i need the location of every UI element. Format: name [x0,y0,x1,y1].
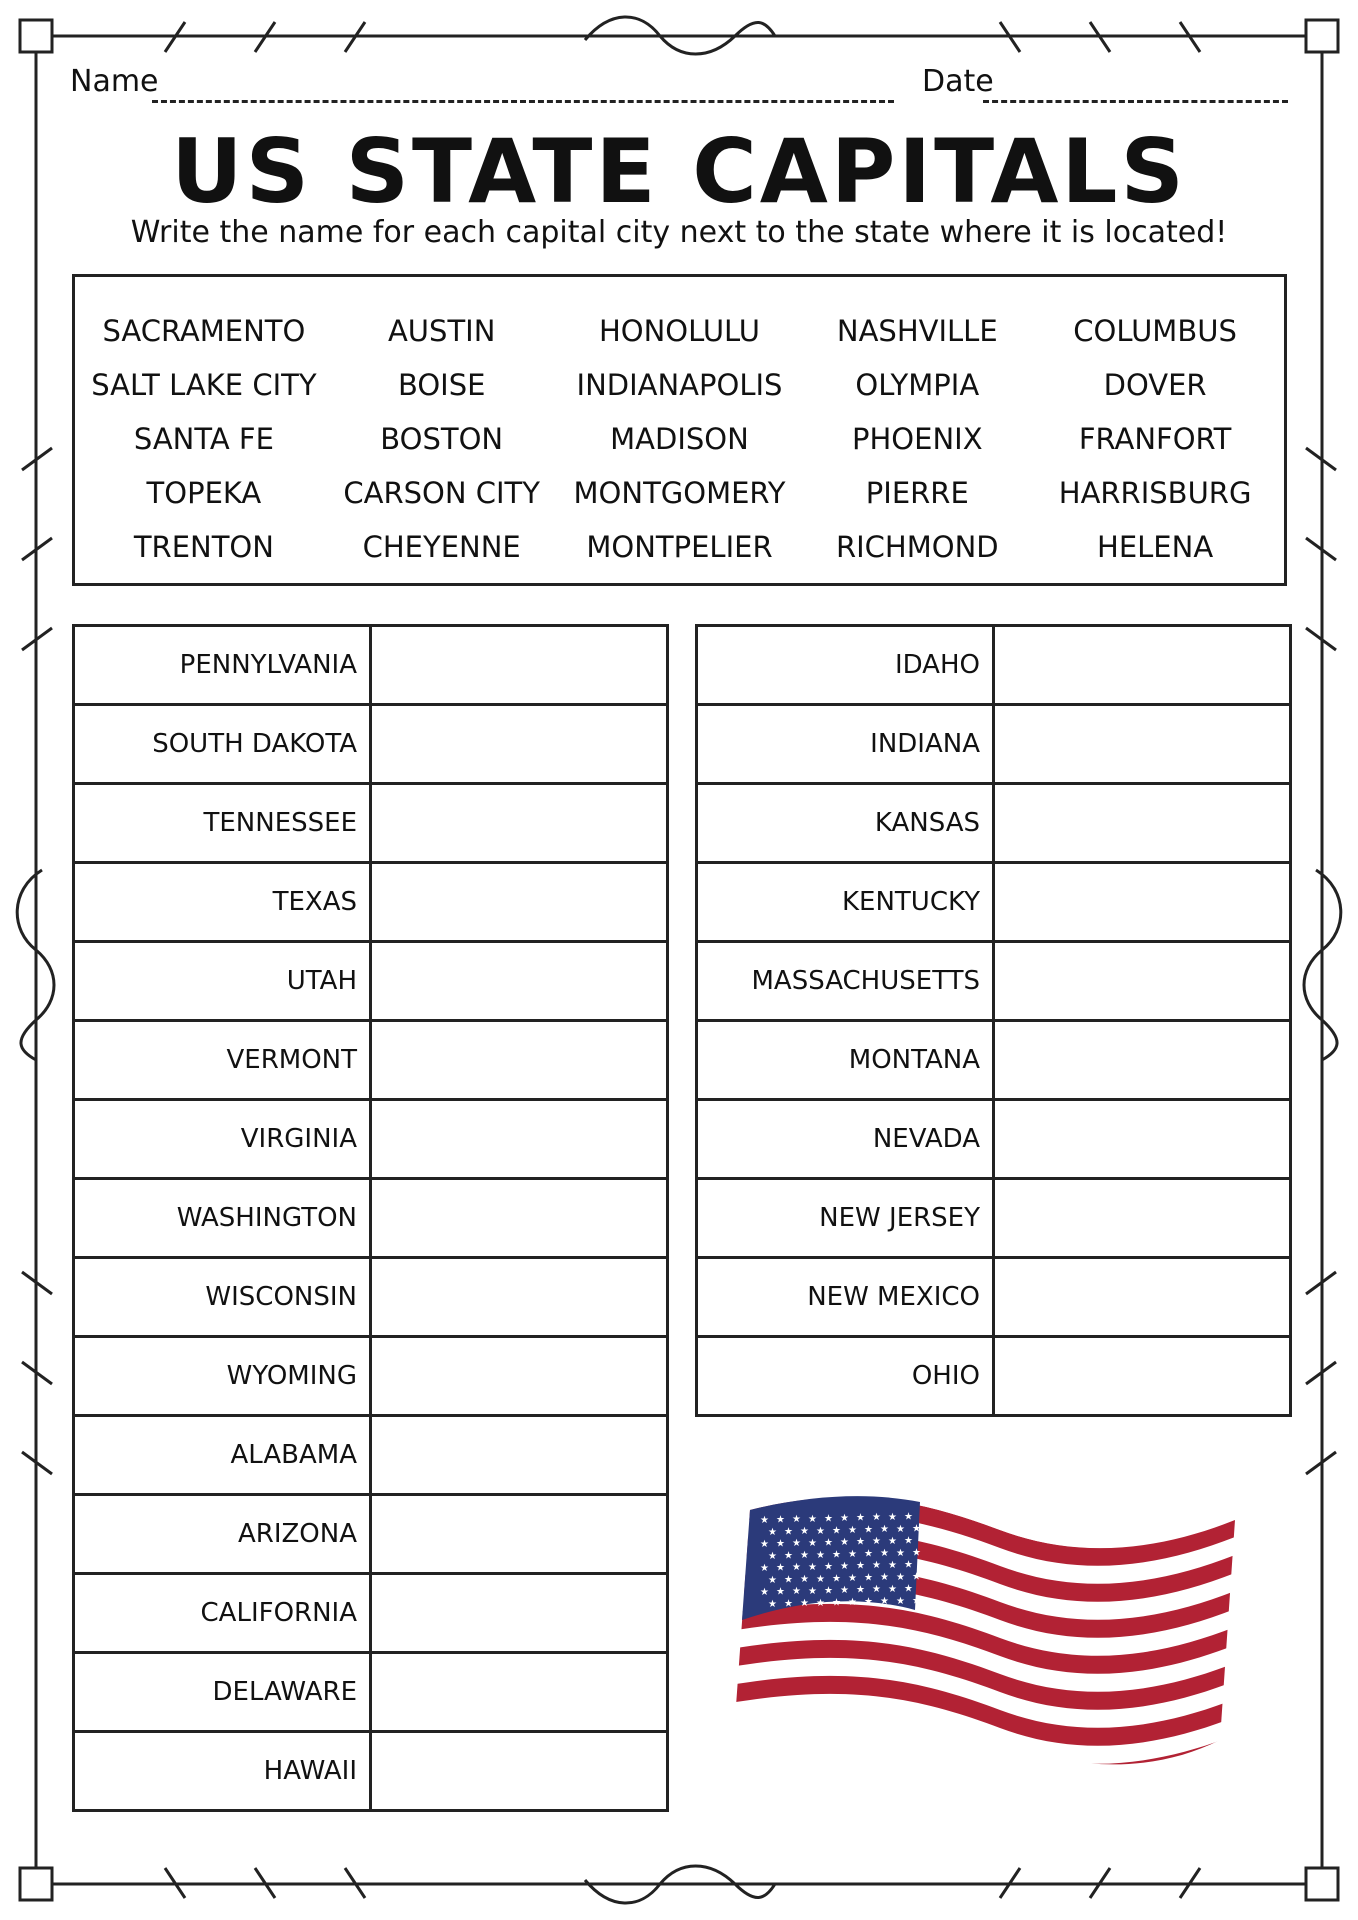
word-bank-item: RICHMOND [835,530,999,564]
state-name: ARIZONA [74,1495,371,1574]
flag-star: ★ [776,1562,785,1574]
capital-answer-field[interactable] [994,705,1291,784]
flag-star: ★ [864,1548,873,1560]
us-flag-image [730,1490,1245,1775]
table-row [697,942,1291,1021]
state-name: VERMONT [74,1021,371,1100]
state-name: WYOMING [74,1337,371,1416]
capital-answer-field[interactable] [371,1179,668,1258]
flag-star: ★ [848,1549,857,1560]
state-name: WISCONSIN [74,1258,371,1337]
flag-star: ★ [848,1597,857,1608]
flag-star: ★ [880,1596,889,1608]
flag-star: ★ [808,1537,817,1549]
flag-star: ★ [896,1547,905,1559]
flag-star: ★ [896,1595,905,1607]
capital-answer-field[interactable] [371,626,668,705]
flag-star: ★ [792,1586,801,1598]
state-name: NEW MEXICO [697,1258,994,1337]
word-bank-item: DOVER [1103,368,1207,402]
flag-star: ★ [912,1547,921,1559]
page-title: US STATE CAPITALS [171,120,1187,223]
word-bank-item: SALT LAKE CITY [91,368,317,402]
flag-star: ★ [904,1559,913,1571]
flag-star: ★ [896,1571,905,1583]
flag-star: ★ [848,1525,857,1536]
word-bank-item: MONTGOMERY [573,476,786,510]
word-bank-item: PHOENIX [852,422,983,456]
capital-answer-field[interactable] [371,1100,668,1179]
table-row [697,1258,1291,1337]
flag-star: ★ [864,1596,873,1608]
flag-star: ★ [808,1585,817,1597]
flag-star: ★ [776,1538,785,1550]
flag-star: ★ [784,1550,793,1562]
table-row [697,1337,1291,1416]
flag-star: ★ [816,1597,825,1609]
flag-star: ★ [816,1549,825,1561]
flag-star: ★ [768,1527,777,1538]
capital-answer-field[interactable] [371,1337,668,1416]
flag-star: ★ [784,1574,793,1586]
state-name: WASHINGTON [74,1179,371,1258]
flag-star: ★ [768,1551,777,1562]
name-field[interactable] [152,100,894,103]
word-bank-item: SACRAMENTO [102,314,306,348]
flag-star: ★ [832,1525,841,1537]
table-row [74,1258,668,1337]
table-row [74,863,668,942]
table-row [697,626,1291,705]
capital-answer-field[interactable] [371,942,668,1021]
flag-star: ★ [808,1513,817,1525]
flag-star: ★ [840,1561,849,1572]
word-bank-item: TRENTON [133,530,274,564]
word-bank-item: HELENA [1097,530,1214,564]
flag-star: ★ [768,1575,777,1586]
flag-star: ★ [760,1563,769,1574]
flag-star: ★ [760,1539,769,1550]
flag-star: ★ [840,1585,849,1596]
capital-answer-field[interactable] [371,1495,668,1574]
state-name: NEW JERSEY [697,1179,994,1258]
state-name: DELAWARE [74,1653,371,1732]
state-name: INDIANA [697,705,994,784]
table-row [74,1021,668,1100]
flag-star: ★ [904,1583,913,1595]
flag-star: ★ [832,1597,841,1609]
word-bank-item: CHEYENNE [362,530,521,564]
state-name: NEVADA [697,1100,994,1179]
flag-star: ★ [896,1523,905,1535]
table-row [74,942,668,1021]
flag-star: ★ [816,1573,825,1585]
table-row [74,1495,668,1574]
state-name: HAWAII [74,1732,371,1811]
flag-star: ★ [824,1537,833,1549]
word-bank-item: AUSTIN [387,314,496,348]
flag-star: ★ [912,1571,921,1583]
table-row [74,1574,668,1653]
flag-star: ★ [864,1524,873,1536]
capital-answer-field[interactable] [994,626,1291,705]
word-bank-item: BOISE [397,368,486,402]
word-bank-item: PIERRE [865,476,969,510]
word-bank-item: MADISON [610,422,749,456]
capital-answer-field[interactable] [371,1653,668,1732]
flag-star: ★ [776,1586,785,1598]
capital-answer-field[interactable] [994,1100,1291,1179]
flag-star: ★ [800,1598,809,1610]
state-name: MONTANA [697,1021,994,1100]
flag-star: ★ [880,1572,889,1584]
flag-star: ★ [872,1512,881,1524]
table-row [697,705,1291,784]
capital-answer-field[interactable] [994,1179,1291,1258]
flag-star: ★ [808,1561,817,1573]
flag-star: ★ [792,1538,801,1550]
table-row [74,1100,668,1179]
flag-star: ★ [888,1583,897,1595]
flag-star: ★ [824,1561,833,1573]
state-name: KENTUCKY [697,863,994,942]
flag-star: ★ [840,1537,849,1548]
flag-star: ★ [784,1598,793,1610]
flag-star: ★ [872,1536,881,1548]
state-name: UTAH [74,942,371,1021]
flag-star: ★ [880,1548,889,1560]
state-name: KANSAS [697,784,994,863]
flag-star: ★ [800,1574,809,1586]
flag-star: ★ [904,1535,913,1547]
flag-star: ★ [856,1512,865,1524]
flag-star: ★ [760,1515,769,1526]
flag-canton [742,1496,921,1620]
flag-star: ★ [848,1573,857,1584]
table-row [74,1653,668,1732]
flag-star: ★ [856,1584,865,1596]
capital-answer-field[interactable] [371,1574,668,1653]
date-field[interactable] [983,100,1288,103]
flag-star: ★ [888,1535,897,1547]
word-bank-item: COLUMBUS [1073,314,1237,348]
table-row [74,705,668,784]
state-name: VIRGINIA [74,1100,371,1179]
flag-star: ★ [912,1595,921,1607]
state-name: CALIFORNIA [74,1574,371,1653]
flag-star: ★ [872,1560,881,1572]
word-bank-item: HARRISBURG [1058,476,1252,510]
flag-star: ★ [824,1585,833,1597]
state-name: TEXAS [74,863,371,942]
flag-star: ★ [800,1526,809,1538]
flag-star: ★ [768,1599,777,1610]
flag-star: ★ [832,1549,841,1561]
capital-answer-field[interactable] [994,1021,1291,1100]
capital-answer-field[interactable] [371,705,668,784]
state-name: IDAHO [697,626,994,705]
word-bank [72,274,1287,586]
table-row [74,1416,668,1495]
word-bank-item: NASHVILLE [836,314,998,348]
table-row [74,626,668,705]
table-row [697,1100,1291,1179]
state-table-right [695,624,1292,1417]
capital-answer-field[interactable] [371,1732,668,1811]
flag-star: ★ [784,1526,793,1538]
capital-answer-field[interactable] [371,1021,668,1100]
flag-star: ★ [832,1573,841,1585]
capital-answer-field[interactable] [994,784,1291,863]
state-name: PENNYLVANIA [74,626,371,705]
state-name: TENNESSEE [74,784,371,863]
flag-star: ★ [800,1550,809,1562]
flag-star: ★ [888,1511,897,1523]
table-row [697,1179,1291,1258]
word-bank-item: TOPEKA [146,476,262,510]
flag-star: ★ [856,1560,865,1572]
state-name: SOUTH DAKOTA [74,705,371,784]
flag-star: ★ [888,1559,897,1571]
word-bank-item: OLYMPIA [855,368,980,402]
state-name: MASSACHUSETTS [697,942,994,1021]
capital-answer-field[interactable] [371,1416,668,1495]
flag-star: ★ [824,1513,833,1525]
flag-star: ★ [816,1525,825,1537]
instructions-text: Write the name for each capital city next to the state where it is located! [130,215,1228,250]
capital-answer-field[interactable] [371,784,668,863]
name-label: Name [70,64,159,99]
word-bank-item: BOSTON [380,422,504,456]
table-row [74,1179,668,1258]
capital-answer-field[interactable] [994,1258,1291,1337]
flag-star: ★ [856,1536,865,1548]
flag-star: ★ [760,1587,769,1598]
flag-star: ★ [872,1584,881,1596]
flag-star: ★ [912,1523,921,1535]
state-name: OHIO [697,1337,994,1416]
word-bank-item: INDIANAPOLIS [576,368,783,402]
capital-answer-field[interactable] [994,863,1291,942]
table-row [697,1021,1291,1100]
capital-answer-field[interactable] [371,863,668,942]
word-bank-item: SANTA FE [133,422,274,456]
word-bank-item: MONTPELIER [586,530,773,564]
word-bank-item: FRANFORT [1078,422,1232,456]
table-row [697,784,1291,863]
table-row [697,863,1291,942]
state-table-left [72,624,669,1812]
capital-answer-field[interactable] [994,1337,1291,1416]
table-row [74,1337,668,1416]
flag-star: ★ [792,1514,801,1526]
flag-star: ★ [904,1511,913,1523]
capital-answer-field[interactable] [371,1258,668,1337]
flag-star: ★ [776,1514,785,1526]
flag-star: ★ [864,1572,873,1584]
flag-star: ★ [880,1524,889,1536]
state-name: ALABAMA [74,1416,371,1495]
flag-star: ★ [792,1562,801,1574]
table-row [74,784,668,863]
flag-star: ★ [840,1513,849,1524]
capital-answer-field[interactable] [994,942,1291,1021]
date-label: Date [922,64,994,99]
word-bank-item: CARSON CITY [343,476,540,510]
table-row [74,1732,668,1811]
word-bank-item: HONOLULU [598,314,760,348]
